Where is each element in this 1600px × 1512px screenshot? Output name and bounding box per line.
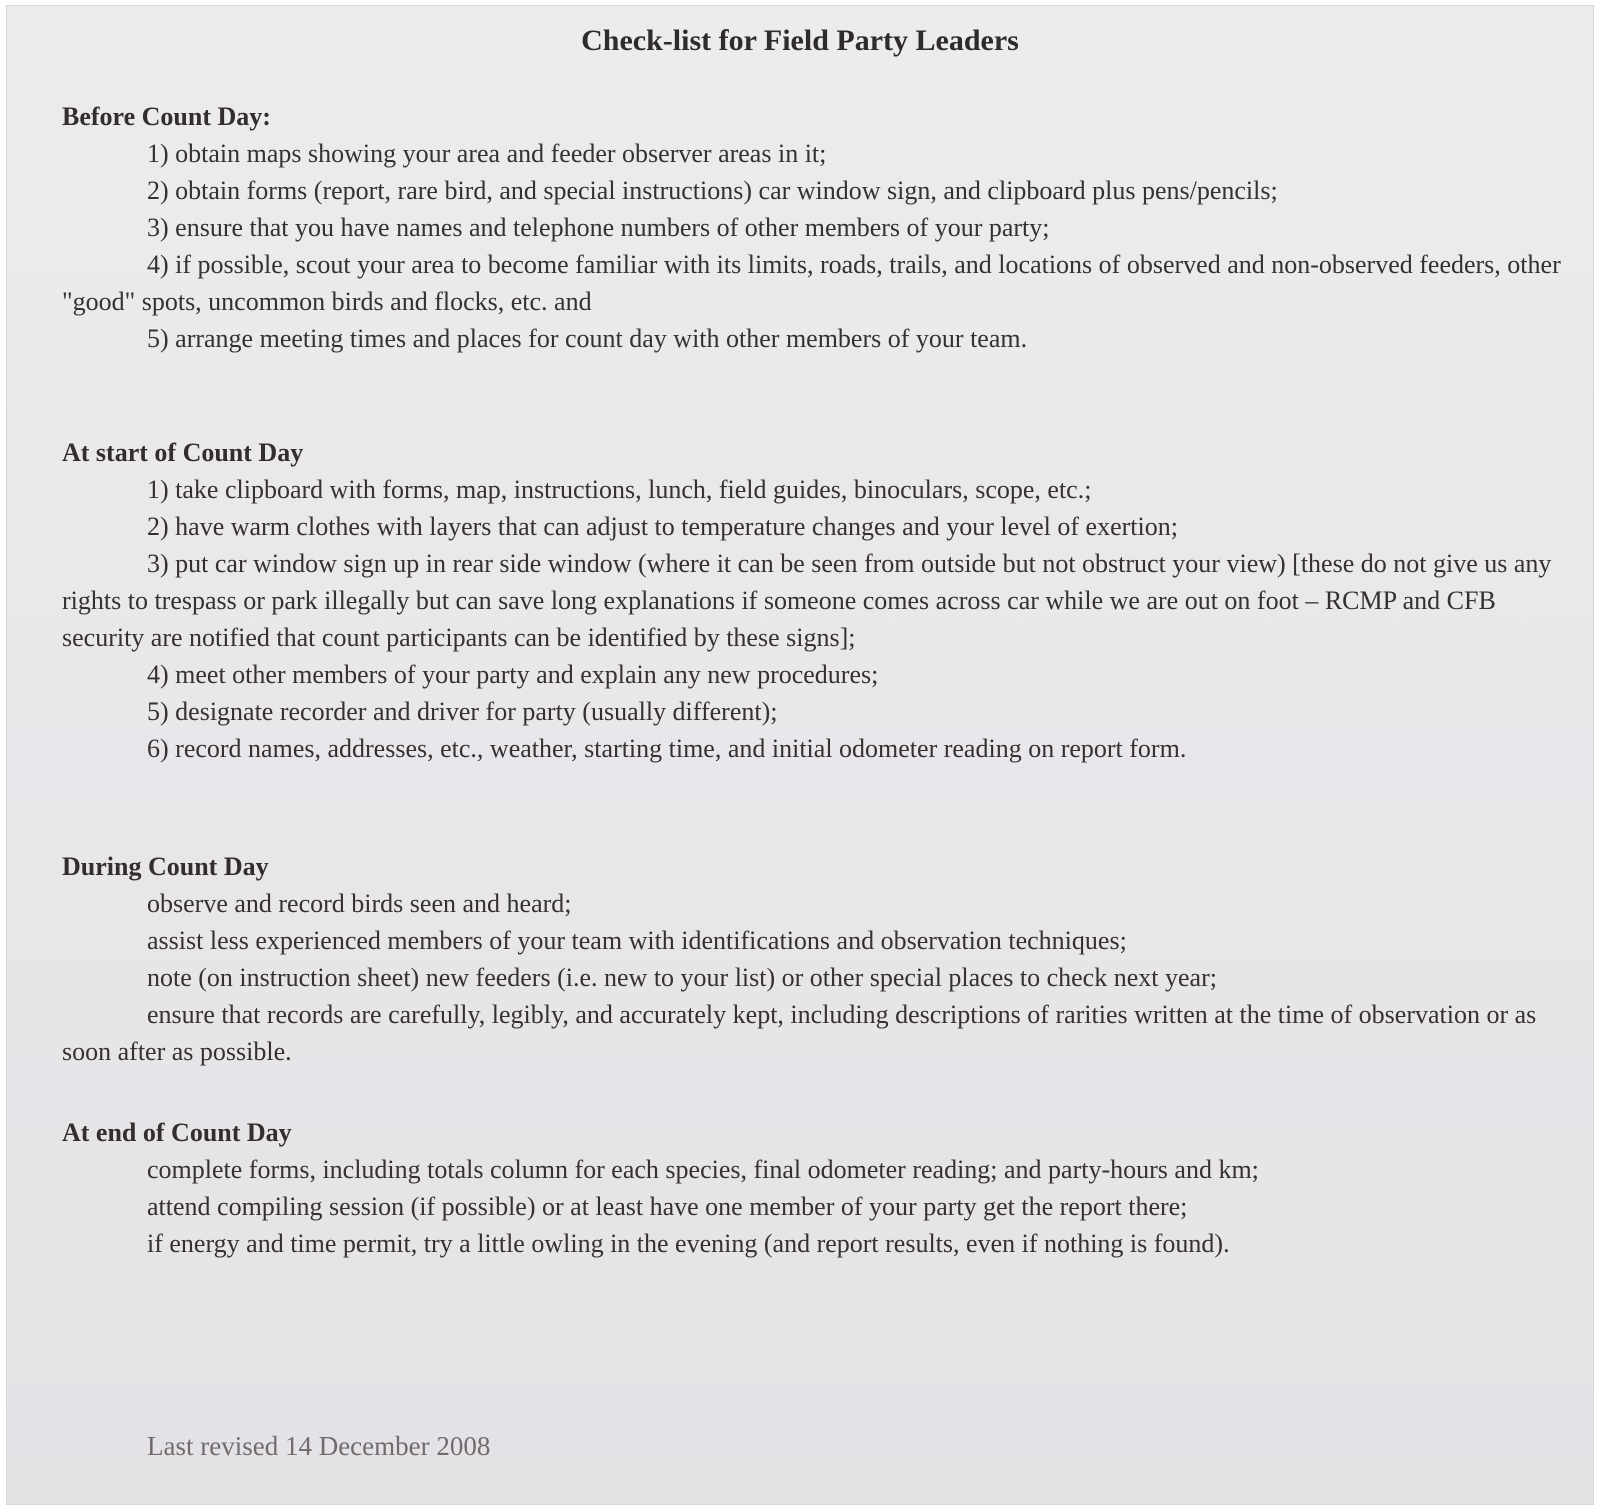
checklist-item: attend compiling session (if possible) or at least have one member of your party get the report there; <box>147 1192 1188 1221</box>
checklist-item: if energy and time permit, try a little owling in the evening (and report results, even if nothing is found). <box>147 1229 1230 1258</box>
checklist-item: note (on instruction sheet) new feeders (i.e. new to your list) or other special places to check next year; <box>147 963 1217 992</box>
section-before-count-day <box>62 98 1562 357</box>
section-end-of-count-day <box>62 1114 1562 1262</box>
checklist-item: assist less experienced members of your team with identifications and observation techniques; <box>147 926 1127 955</box>
checklist-item: complete forms, including totals column for each species, final odometer reading; and party-hours and km; <box>147 1155 1259 1184</box>
checklist-item: 2) obtain forms (report, rare bird, and special instructions) car window sign, and clipboard plus pens/pencils; <box>147 176 1278 205</box>
checklist-item: observe and record birds seen and heard; <box>147 889 572 918</box>
checklist-item: ensure that records are carefully, legibly, and accurately kept, including descriptions of rarities written at the time of observation or as soon after as possible. <box>62 1000 1537 1066</box>
checklist-item: 5) arrange meeting times and places for count day with other members of your team. <box>147 324 1028 353</box>
revision-date: Last revised 14 December 2008 <box>147 1431 491 1461</box>
checklist-item: 4) meet other members of your party and explain any new procedures; <box>147 660 879 689</box>
checklist-item: 3) ensure that you have names and telephone numbers of other members of your party; <box>147 213 1050 242</box>
page-title: Check-list for Field Party Leaders <box>581 24 1019 57</box>
section-heading: At start of Count Day <box>62 438 304 467</box>
section-heading: At end of Count Day <box>62 1118 292 1147</box>
checklist-item: 1) obtain maps showing your area and feeder observer areas in it; <box>147 139 827 168</box>
section-start-of-count-day <box>62 434 1562 767</box>
section-heading: Before Count Day: <box>62 102 271 131</box>
checklist-item: 3) put car window sign up in rear side window (where it can be seen from outside but not obstruct your view) [these do not give us any rights to trespass or park illegally but can save long explanations if someone comes across car while we are out on foot – RCMP and CFB security are notified that count participants can be identified by these signs]; <box>62 549 1552 652</box>
section-heading: During Count Day <box>62 852 269 881</box>
checklist-item: 6) record names, addresses, etc., weather, starting time, and initial odometer reading on report form. <box>147 734 1187 763</box>
document-page <box>6 5 1594 1505</box>
checklist-item: 1) take clipboard with forms, map, instructions, lunch, field guides, binoculars, scope, etc.; <box>147 475 1092 504</box>
section-during-count-day <box>62 848 1562 1070</box>
checklist-item: 2) have warm clothes with layers that can adjust to temperature changes and your level of exertion; <box>147 512 1178 541</box>
checklist-item: 5) designate recorder and driver for party (usually different); <box>147 697 778 726</box>
checklist-item: 4) if possible, scout your area to become familiar with its limits, roads, trails, and locations of observed and non-observed feeders, other "good" spots, uncommon birds and flocks, etc. and <box>62 250 1561 316</box>
